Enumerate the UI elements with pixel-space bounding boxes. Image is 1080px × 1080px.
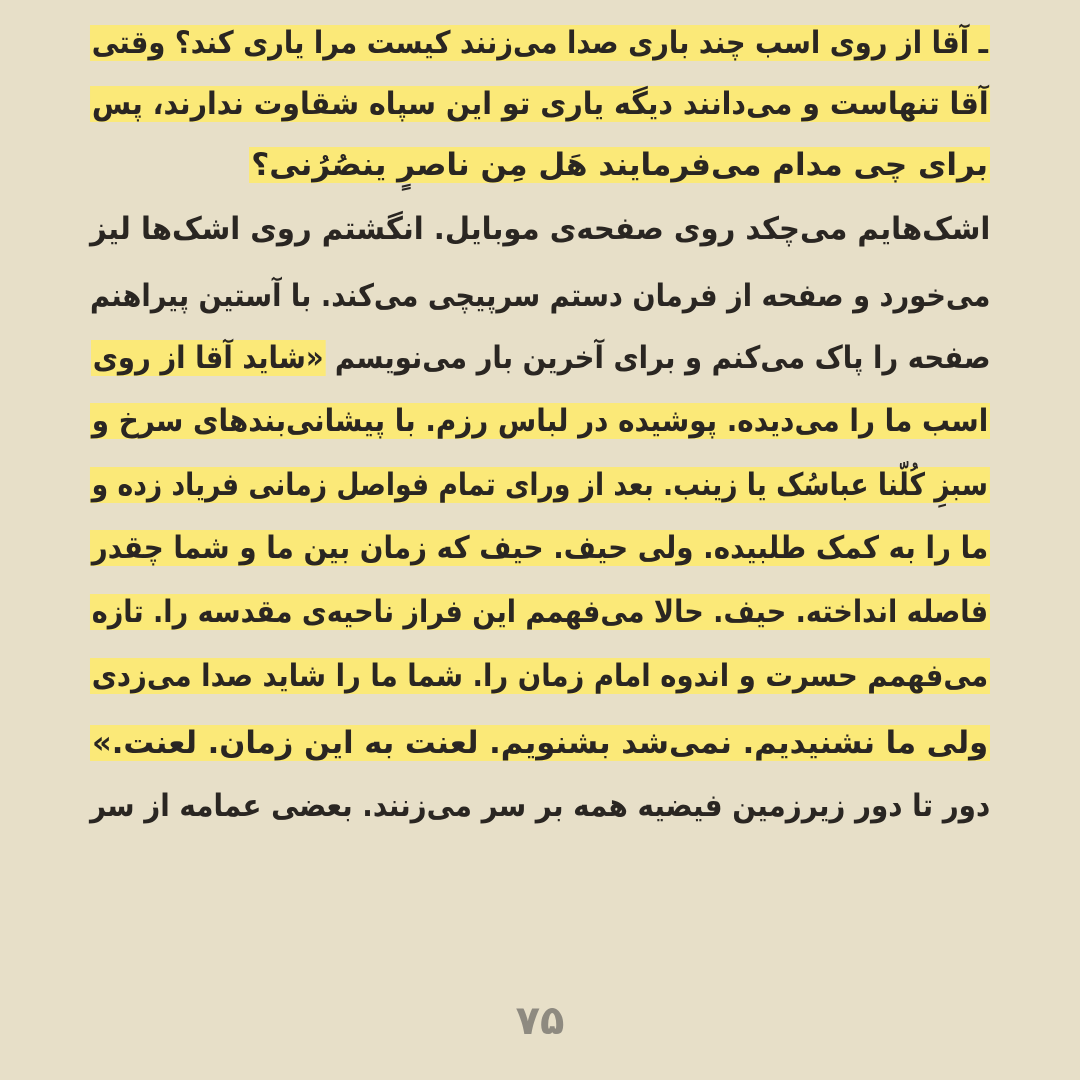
text-line-7 bbox=[90, 392, 990, 450]
text-line-6 bbox=[90, 329, 990, 387]
text-line-3 bbox=[249, 136, 990, 194]
text-line-11 bbox=[90, 647, 990, 705]
highlighted-text: سبزِ کُلّنا عباسُک یا زینب. بعد از ورای تمام فواصل زمانی فریاد زده و bbox=[92, 467, 989, 503]
text-line-1 bbox=[90, 14, 990, 72]
text-line-13 bbox=[90, 777, 990, 835]
highlighted-text: اسب ما را می‌دیده. پوشیده در لباس رزم. با پیشانی‌بندهای سرخ و bbox=[91, 403, 989, 439]
text-line-12 bbox=[90, 714, 990, 772]
highlighted-text: «شاید آقا از روی bbox=[92, 340, 324, 376]
highlighted-text: ولی ما نشنیدیم. نمی‌شد بشنویم. لعنت به این زمان. لعنت.» bbox=[91, 725, 989, 761]
line-text: می‌خورد و صفحه از فرمان دستم سرپیچی می‌کند. با آستین پیراهنم bbox=[89, 278, 990, 314]
text-line-9 bbox=[90, 519, 990, 577]
highlighted-text: آقا تنهاست و می‌دانند دیگه یاری تو این سپاه شقاوت ندارند، پس bbox=[91, 86, 989, 122]
page-number: ۷۵ bbox=[515, 998, 565, 1044]
line-text: اشک‌هایم می‌چکد روی صفحه‌ی موبایل. انگشتم روی اشک‌ها لیز bbox=[89, 211, 990, 247]
text-line-8 bbox=[90, 456, 990, 514]
line-text: دور تا دور زیرزمین فیضیه همه بر سر می‌زنند. بعضی عمامه از سر bbox=[89, 788, 990, 824]
text-line-2 bbox=[90, 75, 990, 133]
highlighted-text: ما را به کمک طلبیده. ولی حیف. حیف که زمان بین ما و شما چقدر bbox=[91, 530, 989, 566]
text-line-10 bbox=[90, 583, 990, 641]
text-line-4 bbox=[90, 200, 990, 258]
line-text: صفحه را پاک می‌کنم و برای آخرین بار می‌نویسم bbox=[324, 340, 991, 376]
text-line-5 bbox=[90, 267, 990, 325]
highlighted-text: می‌فهمم حسرت و اندوه امام زمان را. شما ما را شاید صدا می‌زدی bbox=[91, 658, 989, 694]
highlighted-text: برای چی مدام می‌فرمایند هَل مِن ناصرٍ ینصُرُنی؟ bbox=[251, 147, 988, 183]
highlighted-text: ـ آقا از روی اسب چند باری صدا می‌زنند کیست مرا یاری کند؟ وقتی bbox=[91, 25, 989, 61]
highlighted-text: فاصله انداخته. حیف. حالا می‌فهمم این فراز ناحیه‌ی مقدسه را. تازه bbox=[91, 594, 989, 630]
